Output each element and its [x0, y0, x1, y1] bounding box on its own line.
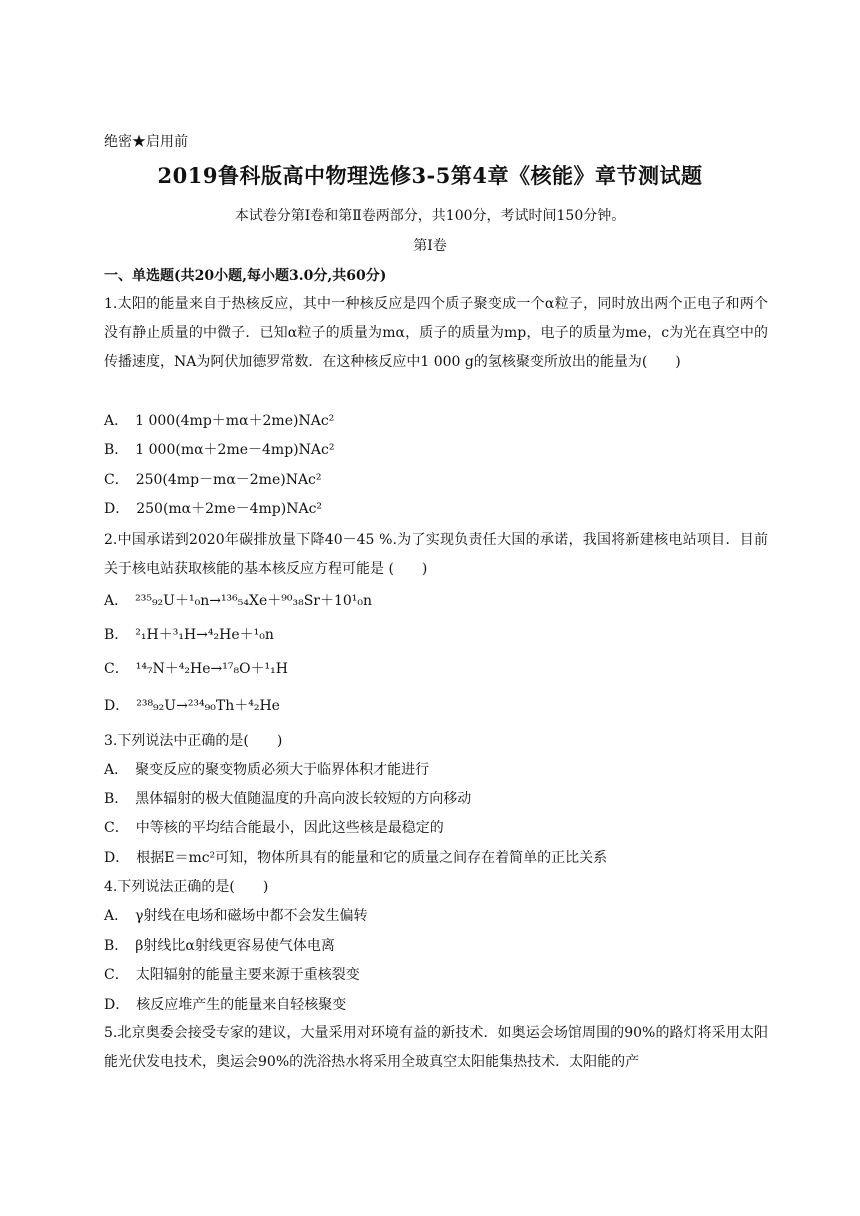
question-3-stem: 3.下列说法中正确的是( ) — [104, 733, 283, 749]
question-3-option-c: C． 中等核的平均结合能最小，因此这些核是最稳定的 — [104, 820, 444, 836]
question-4-option-c: C． 太阳辐射的能量主要来源于重核裂变 — [104, 967, 360, 983]
question-1-option-d: D． 250(mα＋2me－4mp)NAc² — [104, 501, 323, 517]
question-3-option-b: B． 黑体辐射的极大值随温度的升高向波长较短的方向移动 — [104, 791, 472, 807]
part-label: 第Ⅰ卷 — [413, 238, 447, 254]
question-1-option-c: C． 250(4mp－mα－2me)NAc² — [104, 472, 322, 488]
question-5-stem: 5.北京奥委会接受专家的建议，大量采用对环境有益的新技术．如奥运会场馆周围的90%的路灯将采用太阳能光伏发电技术，奥运会90%的洗浴热水将采用全玻真空太阳能集热技术．太阳能的产 — [104, 1025, 768, 1070]
question-2-option-a: A． ²³⁵₉₂U＋¹₀n→¹³⁶₅₄Xe＋⁹⁰₃₈Sr＋10¹₀n — [104, 593, 373, 609]
question-1-option-b: B． 1 000(mα＋2me－4mp)NAc² — [104, 442, 335, 458]
question-2-option-d: D． ²³⁸₉₂U→²³⁴₉₀Th＋⁴₂He — [104, 698, 280, 714]
question-4-option-d: D． 核反应堆产生的能量来自轻核聚变 — [104, 997, 347, 1013]
page-title: 2019鲁科版高中物理选修3-5第4章《核能》章节测试题 — [157, 163, 703, 188]
question-1-option-a: A． 1 000(4mp＋mα＋2me)NAc² — [104, 413, 335, 429]
question-3-option-a: A． 聚变反应的聚变物质必须大于临界体积才能进行 — [104, 762, 430, 778]
question-2-option-c: C． ¹⁴₇N＋⁴₂He→¹⁷₈O＋¹₁H — [104, 661, 288, 677]
section-heading: 一、单选题(共20小题,每小题3.0分,共60分) — [104, 268, 387, 284]
question-2-option-b: B． ²₁H＋³₁H→⁴₂He＋¹₀n — [104, 627, 274, 643]
question-4-option-a: A． γ射线在电场和磁场中都不会发生偏转 — [104, 908, 368, 924]
question-4-stem: 4.下列说法正确的是( ) — [104, 879, 269, 895]
secret-label: 绝密★启用前 — [104, 134, 188, 150]
question-4-option-b: B． β射线比α射线更容易使气体电离 — [104, 938, 335, 954]
question-3-option-d: D． 根据E＝mc²可知，物体所具有的能量和它的质量之间存在着简单的正比关系 — [104, 850, 608, 866]
question-1-stem: 1.太阳的能量来自于热核反应，其中一种核反应是四个质子聚变成一个α粒子，同时放出两个正电子和两个没有静止质量的中微子．已知α粒子的质量为mα，质子的质量为mp，电子的质量为me，c为光在真空中的传播速度，NA为阿伏加德罗常数．在这种核反应中1 000 g的氢核聚变所放出的能量为( ) — [104, 296, 768, 370]
question-2-stem: 2.中国承诺到2020年碳排放量下降40－45 %.为了实现负责任大国的承诺，我国将新建核电站项目．目前关于核电站获取核能的基本核反应方程可能是 ( ) — [104, 532, 768, 577]
exam-subtitle: 本试卷分第Ⅰ卷和第Ⅱ卷两部分，共100分，考试时间150分钟。 — [234, 208, 626, 224]
